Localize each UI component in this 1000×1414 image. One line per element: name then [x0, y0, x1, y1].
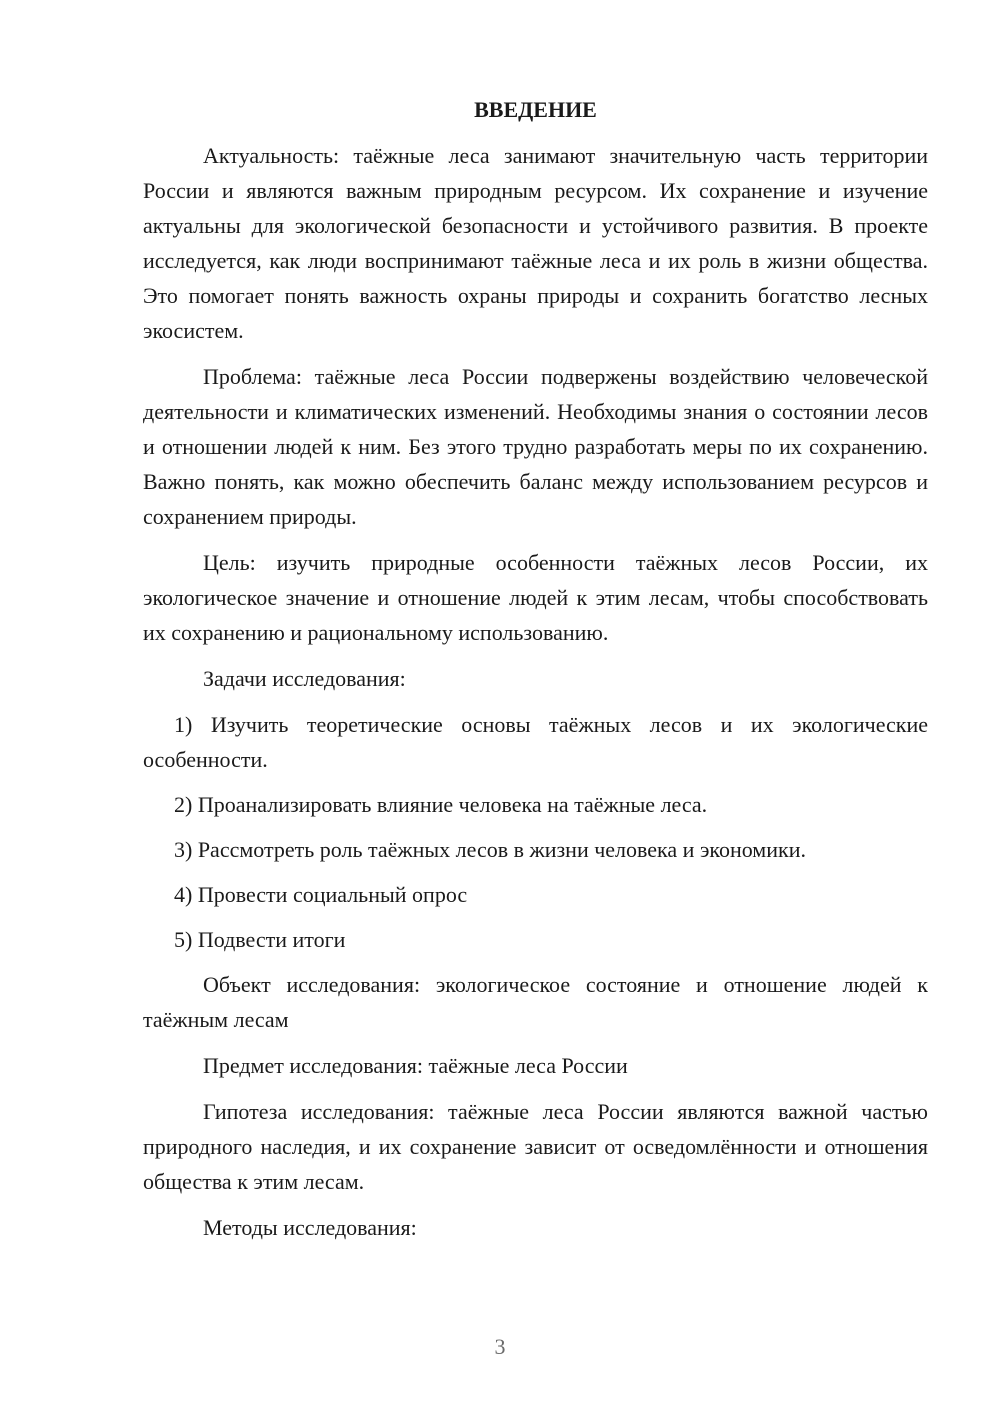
tasks-heading: Задачи исследования: [203, 666, 406, 691]
document-page [143, 95, 928, 1256]
methods-heading: Методы исследования: [203, 1215, 417, 1240]
task-item: 3) Рассмотреть роль таёжных лесов в жизни человека и экономики. [174, 837, 806, 862]
document-title: ВВЕДЕНИЕ [474, 97, 597, 122]
task-item: 1) Изучить теоретические основы таёжных лесов и их экологические особенности. [143, 712, 928, 772]
goal-paragraph: Цель: изучить природные особенности таёжных лесов России, их экологическое значение и отношение людей к этим лесам, чтобы способствовать их сохранению и рациональному использованию. [143, 550, 928, 645]
subject-paragraph: Предмет исследования: таёжные леса России [203, 1053, 628, 1078]
tasks-list [143, 707, 928, 957]
page-number: 3 [494, 1334, 506, 1359]
task-item: 2) Проанализировать влияние человека на таёжные леса. [174, 792, 708, 817]
hypothesis-paragraph: Гипотеза исследования: таёжные леса России являются важной частью природного наследия, и их сохранение зависит от осведомлённости и отношения общества к этим лесам. [143, 1099, 928, 1194]
relevance-paragraph: Актуальность: таёжные леса занимают значительную часть территории России и являются важным природным ресурсом. Их сохранение и изучение актуальны для экологической безопасности и устойчивого развития. В проекте исследуется, как люди воспринимают таёжные леса и их роль в жизни общества. Это помогает понять важность охраны природы и сохранить богатство лесных экосистем. [143, 143, 928, 343]
problem-paragraph: Проблема: таёжные леса России подвержены воздействию человеческой деятельности и климатических изменений. Необходимы знания о состоянии лесов и отношении людей к ним. Без этого трудно разработать меры по их сохранению. Важно понять, как можно обеспечить баланс между использованием ресурсов и сохранением природы. [143, 364, 928, 529]
task-item: 4) Провести социальный опрос [174, 882, 468, 907]
object-paragraph: Объект исследования: экологическое состояние и отношение людей к таёжным лесам [143, 972, 928, 1032]
task-item: 5) Подвести итоги [174, 927, 346, 952]
